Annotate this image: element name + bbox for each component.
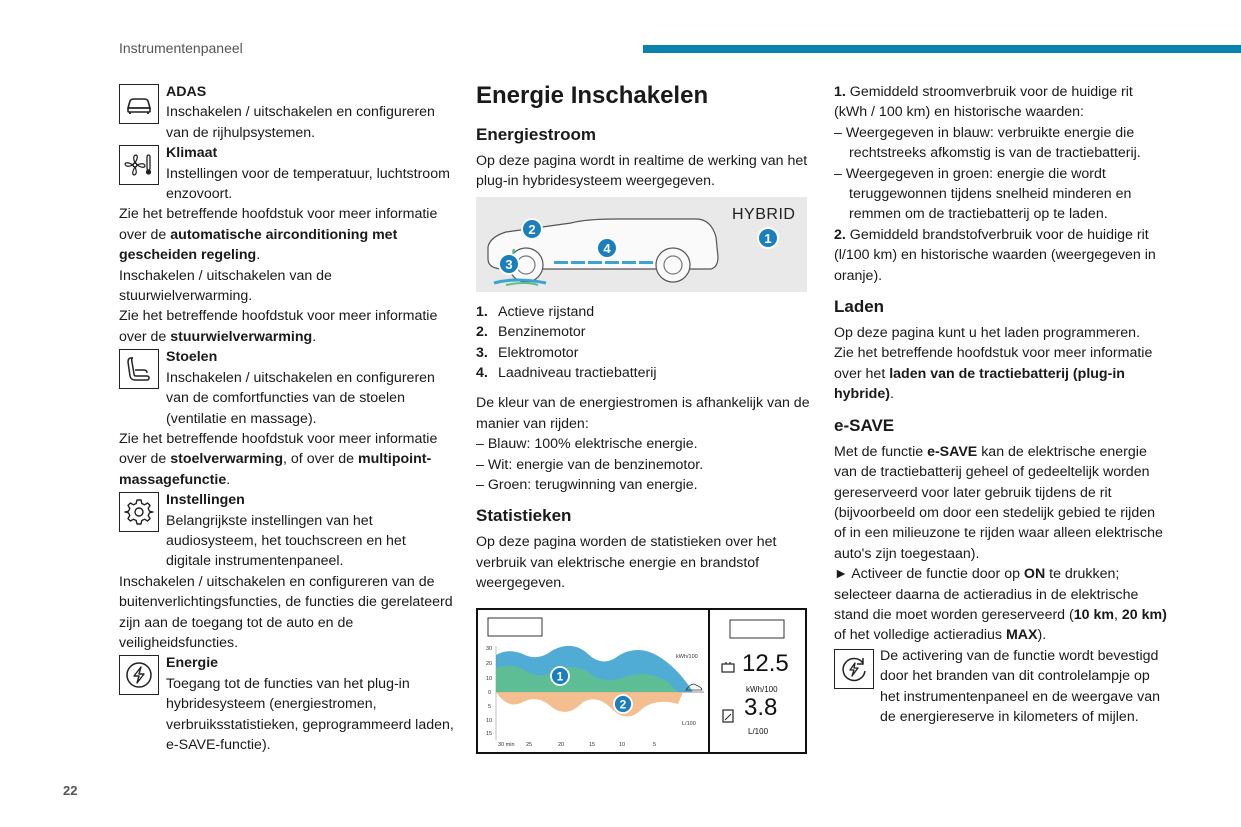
column-3 <box>834 82 1167 727</box>
laden-text-2: Zie het betreffende hoofdstuk voor meer informatie over het laden van de tractiebatterij (plug-in hybride). <box>834 345 1153 403</box>
svg-text:15: 15 <box>486 730 493 737</box>
color-item-white: – Wit: energie van de benzinemotor. <box>476 456 704 473</box>
klimaat-text: Instellingen voor de temperatuur, luchtstroom enzovoort. <box>166 165 450 203</box>
svg-text:0: 0 <box>488 689 492 696</box>
esave-paragraph-1: Met de functie e-SAVE kan de elektrische energie van de tractiebatterij geheel of gedeeltelijk worden gereserveerd voor later gebruik tijdens de rit (bijvoorbeeld om door een stedelijk gebied te rijden of in een milieuzone te rijden waar alleen elektrische auto's zijn toegestaan). <box>834 443 1163 562</box>
list-item: 3. Elektromotor <box>476 344 579 361</box>
svg-text:1: 1 <box>764 230 772 246</box>
svg-text:25: 25 <box>526 741 533 748</box>
steering-reference: Zie het betreffende hoofdstuk voor meer informatie over de stuurwielverwarming. <box>119 308 438 345</box>
car-icon <box>119 84 159 124</box>
stats-item-1-green: – Weergegeven in groen: energie die wordt teruggewonnen tijdens snelheid minderen en remmen om de tractiebatterij op te laden. <box>834 165 1132 223</box>
list-item: 1. Actieve rijstand <box>476 303 595 320</box>
svg-text:20: 20 <box>558 741 565 748</box>
column-2 <box>476 82 812 754</box>
header-accent-bar <box>643 45 1241 53</box>
esave-indicator-block <box>834 646 1167 728</box>
fan-thermometer-icon <box>119 145 159 185</box>
svg-text:10: 10 <box>486 675 493 682</box>
marker-2 <box>522 219 542 239</box>
svg-text:2: 2 <box>619 697 627 712</box>
energiestroom-text: Op deze pagina wordt in realtime de werking van het plug-in hybridesysteem weergegeven. <box>476 153 808 190</box>
stats-item-1-blue: – Weergegeven in blauw: verbruikte energie die rechtstreeks afkomstig is van de tractiebatterij. <box>834 124 1141 162</box>
seat-icon <box>119 349 159 389</box>
stoelen-text: Inschakelen / uitschakelen en configureren van de comfortfuncties van de stoelen (ventilatie en massage). <box>166 369 435 427</box>
average-consumption-panel <box>710 610 805 752</box>
marker-4 <box>597 238 617 258</box>
esave-lamp-icon <box>834 649 874 689</box>
energy-flow-legend <box>476 302 812 384</box>
svg-text:3: 3 <box>505 256 513 272</box>
adas-title: ADAS <box>166 84 207 100</box>
klimaat-block <box>119 143 454 204</box>
instellingen-title: Instellingen <box>166 492 245 509</box>
color-intro: De kleur van de energiestromen is afhankelijk van de manier van rijden: <box>476 395 810 432</box>
svg-text:2: 2 <box>528 221 536 237</box>
esave-paragraph-3: De activering van de functie wordt bevestigd door het branden van dit controlelampje op het instrumentenpaneel en de weergave van de energiereserve in kilometers of mijlen. <box>880 647 1161 725</box>
svg-text:5: 5 <box>653 741 657 748</box>
gear-icon <box>119 492 159 532</box>
svg-text:10: 10 <box>486 717 493 724</box>
color-item-blue: – Blauw: 100% elektrische energie. <box>476 436 698 453</box>
stoelen-block <box>119 347 454 429</box>
svg-text:10: 10 <box>619 741 626 748</box>
hybrid-flow-diagram <box>476 197 807 292</box>
laden-heading: Laden <box>834 297 885 317</box>
svg-text:30 min: 30 min <box>498 741 515 748</box>
energie-block <box>119 653 454 755</box>
marker-3 <box>499 254 519 274</box>
statistieken-text: Op deze pagina worden de statistieken over het verbruik van elektrische energie en brandstof weergegeven. <box>476 534 777 592</box>
steering-heating-text: Inschakelen / uitschakelen van de stuurwielverwarming. <box>119 267 332 305</box>
hybrid-mode-label: HYBRID <box>732 205 796 223</box>
page-number: 22 <box>63 783 78 798</box>
fuel-consumption-value: 3.8 <box>744 693 778 721</box>
klimaat-reference: Zie het betreffende hoofdstuk voor meer informatie over de automatische airconditioning met gescheiden regeling. <box>119 206 438 264</box>
svg-text:30: 30 <box>486 645 493 652</box>
esave-paragraph-2: ► Activeer de functie door op ON te drukken; selecteer daarna de actieradius in de elektrische stand die moet worden gereserveerd (10 km, 20 km) of het volledige actieradius MAX). <box>834 566 1167 644</box>
statistics-display <box>476 608 807 754</box>
stoelen-reference: Zie het betreffende hoofdstuk voor meer informatie over de stoelverwarming, of over de multipoint-massagefunctie. <box>119 430 438 488</box>
battery-plug-icon <box>722 662 734 672</box>
instellingen-block <box>119 490 454 572</box>
adas-block <box>119 82 454 143</box>
list-item: 2. Benzinemotor <box>476 324 586 341</box>
laden-text-1: Op deze pagina kunt u het laden programmeren. <box>834 325 1141 342</box>
esave-heading: e-SAVE <box>834 415 895 435</box>
svg-text:5: 5 <box>488 703 492 710</box>
chart-marker-1 <box>551 667 569 685</box>
electric-consumption-value: 12.5 <box>742 649 789 677</box>
lightning-icon <box>119 655 159 695</box>
color-item-green: – Groen: terugwinning van energie. <box>476 477 698 494</box>
chart-marker-2 <box>614 695 632 713</box>
list-item: 4. Laadniveau tractiebatterij <box>476 365 657 382</box>
header-section-title: Instrumentenpaneel <box>119 40 243 56</box>
svg-text:L/100: L/100 <box>682 720 696 727</box>
energiestroom-heading: Energiestroom <box>476 125 596 144</box>
svg-text:15: 15 <box>589 741 596 748</box>
lighting-text: Inschakelen / uitschakelen en configureren van de buitenverlichtingsfuncties, de functies die gerelateerd zijn aan de toegang tot de auto en de veiligheidsfuncties. <box>119 573 453 651</box>
marker-1 <box>758 228 778 248</box>
fuel-pump-icon <box>723 710 733 722</box>
statistieken-heading: Statistieken <box>476 506 572 526</box>
energie-text: Toegang tot de functies van het plug-in hybridesysteem (energiestromen, verbruiksstatistieken, geprogrammeerd laden, e-SAVE-functie). <box>166 675 454 753</box>
stoelen-title: Stoelen <box>166 349 218 366</box>
klimaat-title: Klimaat <box>166 145 218 162</box>
column-1 <box>119 82 454 755</box>
stats-item-1: 1. Gemiddeld stroomverbruik voor de huidige rit (kWh / 100 km) en historische waarden: <box>834 84 1133 121</box>
svg-text:4: 4 <box>603 240 611 256</box>
consumption-history-chart <box>478 610 710 752</box>
svg-text:20: 20 <box>486 660 493 667</box>
energie-heading: Energie Inschakelen <box>476 82 709 109</box>
adas-text: Inschakelen / uitschakelen en configureren van de rijhulpsystemen. <box>166 104 435 141</box>
stats-item-2: 2. Gemiddeld brandstofverbruik voor de huidige rit (l/100 km) en historische waarden (weergegeven in oranje). <box>834 226 1156 284</box>
svg-text:1: 1 <box>556 669 564 684</box>
svg-text:kWh/100: kWh/100 <box>676 653 698 660</box>
electric-consumption-unit: kWh/100 <box>746 684 778 694</box>
energie-title: Energie <box>166 655 219 672</box>
fuel-consumption-unit: L/100 <box>748 726 769 736</box>
instellingen-text: Belangrijkste instellingen van het audiosysteem, het touchscreen en het digitale instrumentenpaneel. <box>166 512 406 570</box>
